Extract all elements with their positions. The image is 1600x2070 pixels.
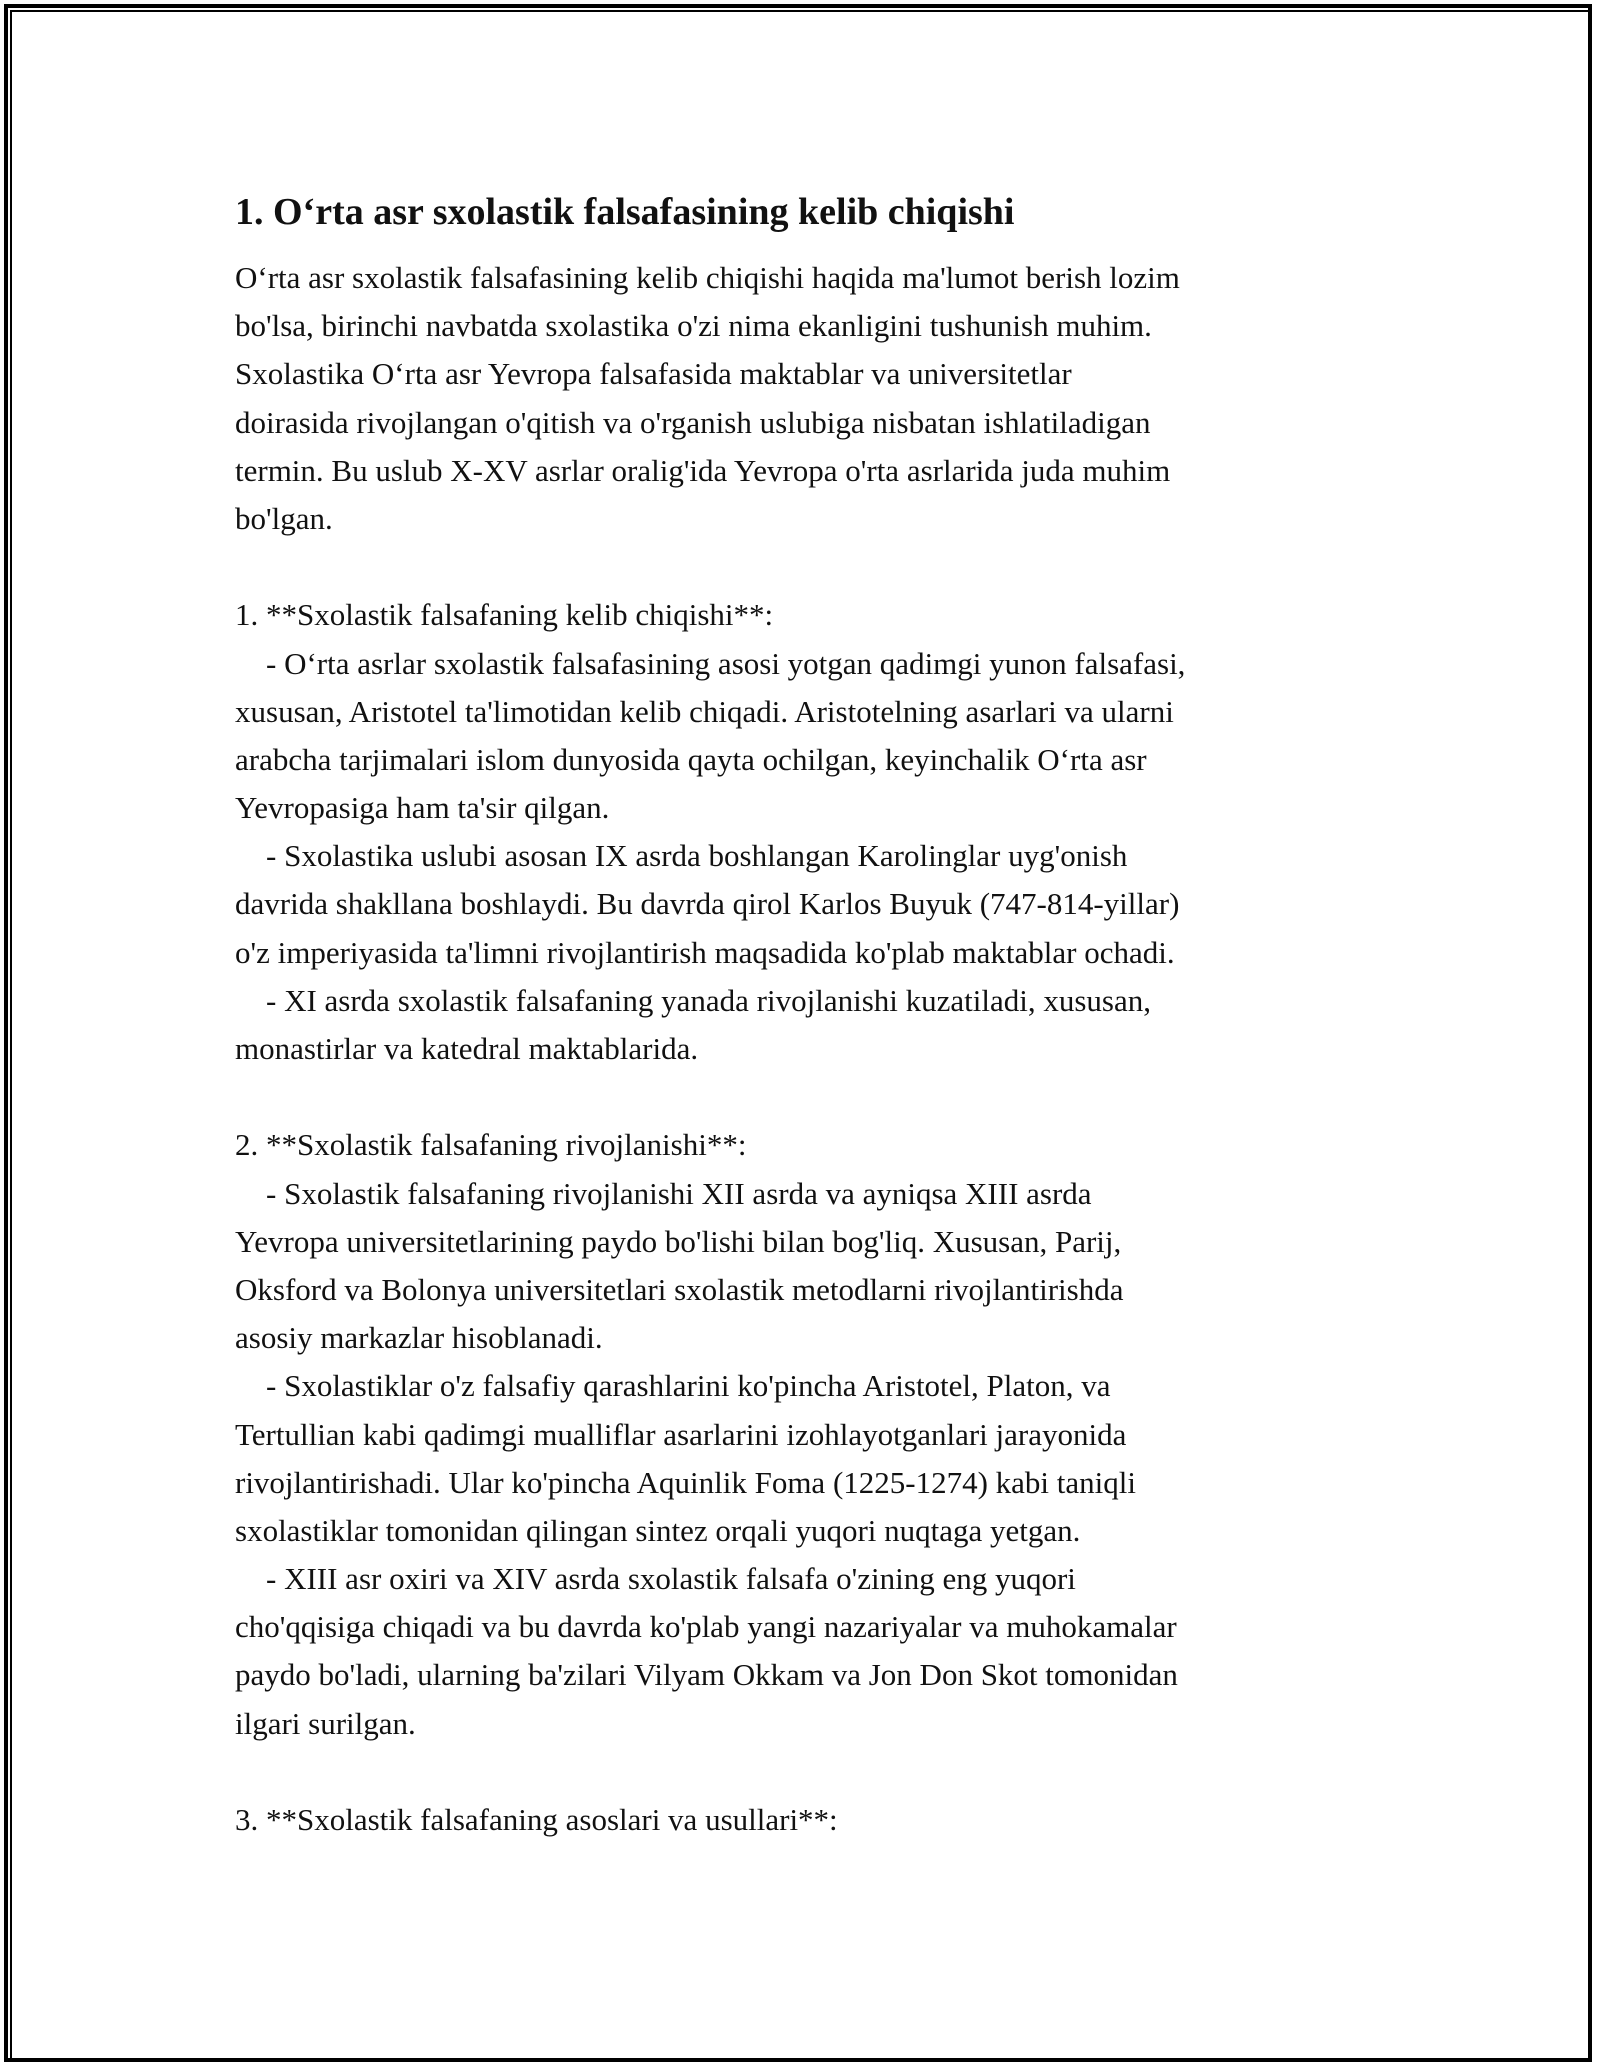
section-foundations [235,1796,1385,1844]
text-line: asosiy markazlar hisoblanadi. [235,1320,603,1356]
section-development [235,1121,1385,1747]
paragraph-spacer [235,1748,1385,1796]
text-line: cho'qqisiga chiqadi va bu davrda ko'plab yangi nazariyalar va muhokamalar [235,1609,1177,1645]
text-line: sxolastiklar tomonidan qilingan sintez orqali yuqori nuqtaga yetgan. [235,1512,1081,1548]
text-line: - XI asrda sxolastik falsafaning yanada rivojlanishi kuzatiladi, xususan, [235,982,1151,1018]
text-line: bo'lsa, birinchi navbatda sxolastika o'zi nima ekanligini tushunish muhim. [235,308,1152,344]
text-line: termin. Bu uslub X-XV asrlar oralig'ida Yevropa o'rta asrlarida juda muhim [235,452,1171,488]
text-line: - Sxolastiklar o'z falsafiy qarashlarini ko'pincha Aristotel, Platon, va [235,1368,1111,1404]
section-heading: 3. **Sxolastik falsafaning asoslari va usullari**: [235,1802,838,1837]
text-line: davrida shakllana boshlaydi. Bu davrda qirol Karlos Buyuk (747-814-yillar) [235,886,1180,922]
text-line: o'z imperiyasida ta'limni rivojlantirish maqsadida ko'plab maktablar ochadi. [235,934,1175,970]
text-line: Sxolastika O‘rta asr Yevropa falsafasida maktablar va universitetlar [235,356,1072,392]
section-heading: 2. **Sxolastik falsafaning rivojlanishi**: [235,1127,747,1163]
text-line: ilgari surilgan. [235,1705,416,1741]
text-line: doirasida rivojlangan o'qitish va o'rganish uslubiga nisbatan ishlatiladigan [235,404,1151,440]
text-line: bo'lgan. [235,500,333,536]
paragraph-spacer [235,543,1385,591]
text-line: O‘rta asr sxolastik falsafasining kelib chiqishi haqida ma'lumot berish lozim [235,260,1180,295]
section-heading: 1. **Sxolastik falsafaning kelib chiqishi**: [235,597,774,633]
text-line: - Sxolastika uslubi asosan IX asrda boshlangan Karolinglar uyg'onish [235,838,1128,874]
text-line: paydo bo'ladi, ularning ba'zilari Vilyam Okkam va Jon Don Skot tomonidan [235,1657,1178,1693]
text-line: Yevropa universitetlarining paydo bo'lishi bilan bog'liq. Xususan, Parij, [235,1223,1122,1259]
text-line: - Sxolastik falsafaning rivojlanishi XII asrda va ayniqsa XIII asrda [235,1175,1092,1211]
text-line: Oksford va Bolonya universitetlari sxolastik metodlarni rivojlantirishda [235,1271,1124,1307]
intro-paragraph [235,254,1385,543]
document-title: 1. O‘rta asr sxolastik falsafasining kelib chiqishi [235,191,1015,233]
paragraph-spacer [235,1073,1385,1121]
text-line: arabcha tarjimalari islom dunyosida qayta ochilgan, keyinchalik O‘rta asr [235,741,1147,777]
text-line: Tertullian kabi qadimgi mualliflar asarlarini izohlayotganlari jarayonida [235,1416,1127,1452]
text-line: rivojlantirishadi. Ular ko'pincha Aquinlik Foma (1225-1274) kabi taniqli [235,1464,1136,1500]
section-origin [235,591,1385,1073]
text-line: - O‘rta asrlar sxolastik falsafasining asosi yotgan qadimgi yunon falsafasi, [235,645,1186,681]
document-body [235,186,1385,1844]
text-line: monastirlar va katedral maktablarida. [235,1031,699,1066]
text-line: xususan, Aristotel ta'limotidan kelib chiqadi. Aristotelning asarlari va ularni [235,693,1174,729]
text-line: - XIII asr oxiri va XIV asrda sxolastik falsafa o'zining eng yuqori [235,1561,1076,1597]
text-line: Yevropasiga ham ta'sir qilgan. [235,790,610,826]
